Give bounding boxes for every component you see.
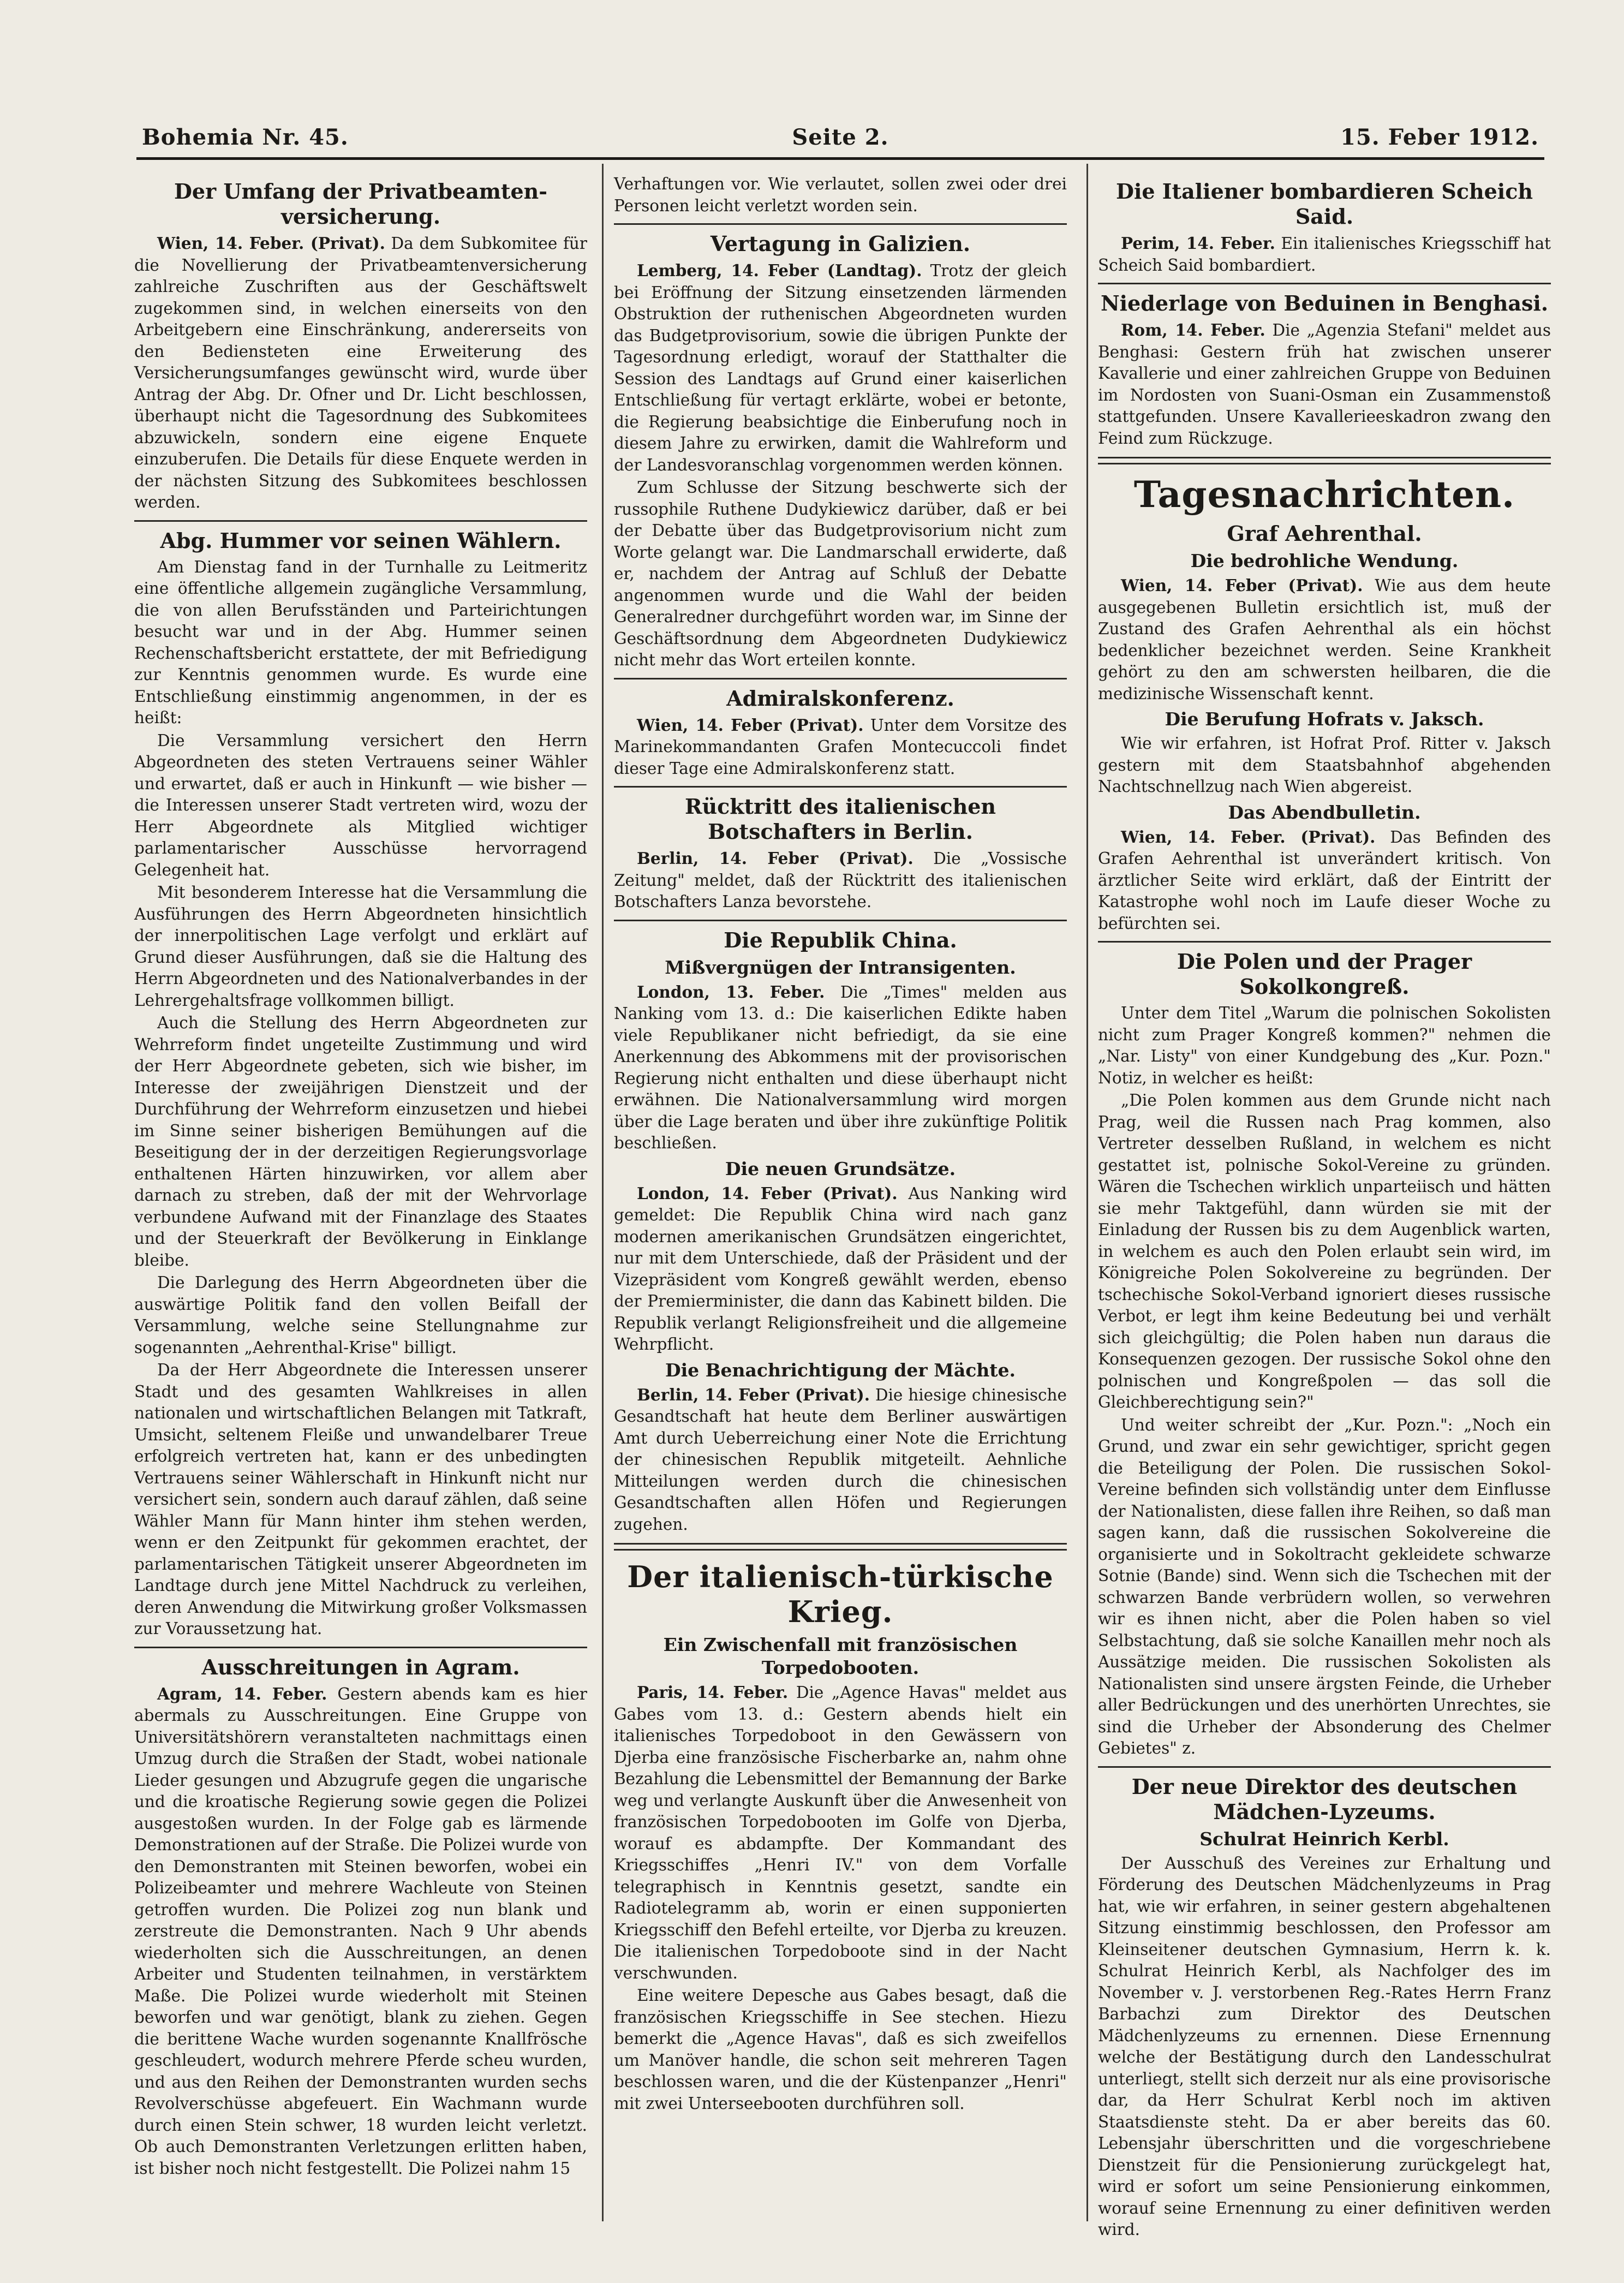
article-body: Berlin, 14. Feber (Privat). Die „Vossische Zeitung" meldet, daß der Rücktritt des italienischen Botschafters Lanza bevorstehe.	[614, 849, 1067, 911]
header-page-number: Seite 2.	[792, 124, 889, 150]
section-double-rule	[614, 1543, 1067, 1551]
article-title: Der neue Direktor des deutschen Mädchen-Lyzeums.	[1131, 1774, 1518, 1824]
article-rule	[1098, 283, 1551, 284]
article-title: Ausschreitungen in Agram.	[201, 1654, 520, 1679]
article-subtitle: Das Abendbulletin.	[1228, 801, 1421, 823]
article-body: Wien, 14. Feber. (Privat). Das Befinden des Grafen Aehrenthal ist unverändert kritisch. Von ärztlicher Seite wird erklärt, daß der Eintritt der Katastrophe wohl noch im Laufe dieser Woche zu befürchten sei.	[1098, 827, 1551, 933]
article-rule	[134, 1647, 587, 1648]
section-double-rule	[1098, 457, 1551, 464]
header-rule	[136, 157, 1544, 160]
article-rule	[614, 678, 1067, 679]
article-subtitle: Die Benachrichtigung der Mächte.	[665, 1359, 1016, 1381]
section-headline: Tagesnachrichten.	[1133, 473, 1515, 516]
article-rule	[614, 920, 1067, 921]
article-body: Wien, 14. Feber. (Privat). Da dem Subkomitee für die Novellierung der Privatbeamtenversicherung zahlreiche Zuschriften aus der Geschäftswelt zugekommen sind, in welchen einerseits von den Arbeitgebern eine Einschränkung, andererseits von den Bediensteten eine Erweiterung des Versicherungsumfanges gewünscht wird, wurde über Antrag der Abg. Dr. Ofner und Dr. Licht beschlossen, überhaupt nicht die Tagesordnung des Subkomitees abzuwickeln, sondern eine eigene Enquete einzuberufen. Die Details für diese Enquete werden in der nächsten Sitzung des Subkomitees beschlossen werden.	[134, 234, 587, 511]
article-rule	[1098, 941, 1551, 943]
article-rule	[614, 223, 1067, 225]
article-paragraph: Und weiter schreibt der „Kur. Pozn.": „Noch ein Grund, und zwar ein sehr gewichtiger, spricht gegen die Beteiligung der Polen. Die russischen Sokol-Vereine befinden sich vollständig unter dem Einflusse der Nationalisten, diese fallen ihre Reihen, so daß man sagen kann, daß die russischen Sokolvereine die organisierte und in Sokoltracht gekleidete schwarze Sotnie (Bande) sind. Wenn sich die Tschechen mit der schwarzen Bande verbrüdern wollen, so verwehren wir es ihnen nicht, aber die Polen haben so viel Selbstachtung, daß sie solche Kanaillen mehr noch als Aussätzige meiden. Die russischen Sokolisten als Nationalisten sind unsere ärgsten Feinde, die Urheber aller Bedrückungen und des unerhörten Unrechtes, sie sind die Urheber der Absonderung des Chelmer Gebietes" z.	[1098, 1415, 1551, 1757]
article-paragraph: Die Darlegung des Herrn Abgeordneten über die auswärtige Politik fand den vollen Beifall der Versammlung, welche seine Stellungnahme zur sogenannten „Aehrenthal-Krise" billigt.	[134, 1273, 587, 1357]
article-subtitle: Die Berufung Hofrats v. Jaksch.	[1165, 708, 1484, 730]
article-paragraph: Der Ausschuß des Vereines zur Erhaltung und Förderung des Deutschen Mädchenlyzeums in Prag hat, wie wir erfahren, in seiner gestern abgehaltenen Sitzung einstimmig beschlossen, den Professor am Kleinseitener deutschen Gymnasium, Herrn k. k. Schulrat Heinrich Kerbl, als Nachfolger des im November v. J. verstorbenen Reg.-Rates Herrn Franz Barbachzi zum Direktor des Deutschen Mädchenlyzeums zu ernennen. Diese Ernennung welche der Bestätigung durch den Landesschulrat unterliegt, stellt sich derzeit nur als eine provisorische dar, da Herr Schulrat Kerbl noch im aktiven Staatsdienste steht. Da er aber bereits das 60. Lebensjahr überschritten und die vorgeschriebene Dienstzeit für die Pensionierung zurückgelegt hat, wird er sofort um seine Pensionierung einkommen, worauf seine Ernennung zu einer definitiven werden wird.	[1098, 1853, 1551, 2239]
article-paragraph: Wie wir erfahren, ist Hofrat Prof. Ritter v. Jaksch gestern mit dem Staatsbahnhof abgehenden Nachtschnellzug nach Wien abgereist.	[1098, 734, 1551, 796]
article-subtitle: Die bedrohliche Wendung.	[1190, 550, 1459, 571]
article-title: Die Polen und der Prager Sokolkongreß.	[1177, 949, 1472, 999]
article-paragraph: Die Versammlung versichert den Herrn Abgeordneten des steten Vertrauens seiner Wähler und erwartet, daß er auch in Hinkunft — wie bisher — die Interessen unserer Stadt vertreten wird, wozu der Herr Abgeordnete als Mitglied wichtiger parlamentarischer Ausschüsse hervorragend Gelegenheit hat.	[134, 731, 587, 879]
article-subtitle: Schulrat Heinrich Kerbl.	[1199, 1828, 1449, 1850]
section-headline: Der italienisch-türkische Krieg.	[627, 1559, 1054, 1629]
article-body: Berlin, 14. Feber (Privat). Die hiesige chinesische Gesandtschaft hat heute dem Berliner auswärtigen Amt durch Ueberreichung einer Note die Errichtung der chinesischen Republik mitgeteilt. Aehnliche Mitteilungen werden durch die chinesischen Gesandtschaften allen Höfen und Regierungen zugehen.	[614, 1385, 1067, 1534]
article-body: Perim, 14. Feber. Ein italienisches Kriegsschiff hat Scheich Said bombardiert.	[1098, 234, 1551, 275]
article-paragraph: Mit besonderem Interesse hat die Versammlung die Ausführungen des Herrn Abgeordneten hinsichtlich der innerpolitischen Lage verfolgt und erklärt auf Grund dieser Ausführungen, daß sie die Haltung des Herrn Abgeordneten und des Nationalverbandes in der Lehrergehaltsfrage vollkommen billigt.	[134, 883, 587, 1010]
column-2	[614, 174, 1067, 2220]
article-title: Abg. Hummer vor seinen Wählern.	[160, 528, 562, 553]
article-title: Vertagung in Galizien.	[710, 231, 971, 256]
article-paragraph: Am Dienstag fand in der Turnhalle zu Leitmeritz eine öffentliche allgemein zugängliche Versammlung, die von allen Berufsständen und Parteirichtungen besucht war und in der Abg. Hummer seinen Rechenschaftsbericht erstattete, der mit Befriedigung zur Kenntnis genommen wurde. Es wurde eine Entschließung einstimmig angenommen, in der es heißt:	[134, 557, 587, 727]
article-subtitle: Mißvergnügen der Intransigenten.	[665, 956, 1016, 978]
article-body: Paris, 14. Feber. Die „Agence Havas" meldet aus Gabes vom 13. d.: Gestern abends hielt ein italienisches Torpedoboot in den Gewässern von Djerba eine französische Fischerbarke an, nahm ohne Bezahlung die Lebensmittel der Bemannung der Barke weg und verlangte Auskunft über die Anwesenheit von französischen Torpedobooten im Golfe von Djerba, worauf es abdampfte. Der Kommandant des Kriegsschiffes „Henri IV." von dem Vorfalle telegraphisch in Kenntnis gesetzt, sandte ein Radiotelegramm ab, worin er einen supponierten Kriegsschiff den Befehl erteilte, vor Djerba zu kreuzen. Die italienischen Torpedoboote sind in der Nacht verschwunden.	[614, 1683, 1067, 1982]
article-paragraph: Da der Herr Abgeordnete die Interessen unserer Stadt und des gesamten Wahlkreises in allen nationalen und wirtschaftlichen Belangen mit Tatkraft, Umsicht, seltenem Fleiße und unwandelbarer Treue erfolgreich vertreten hat, kann er des unbedingten Vertrauens seiner Wählerschaft in Hinkunft nicht nur versichert sein, sondern auch darauf zählen, daß seine Wähler Mann für Mann hinter ihm stehen werden, wenn er den Zeitpunkt für gekommen erachtet, der parlamentarischen Tätigkeit unserer Abgeordneten im Landtage durch jene Mittel Nachdruck zu verleihen, deren Anwendung die Mitwirkung großer Volksmassen zur Voraussetzung hat.	[134, 1361, 587, 1638]
article-paragraph: Zum Schlusse der Sitzung beschwerte sich der russophile Ruthene Dudykiewicz darüber, daß er bei der Debatte über das Budgetprovisorium nicht zum Worte gelangt war. Die Landmarschall erwiderte, daß er, nachdem der Antrag auf Schluß der Debatte angenommen wurde und die Wahl der beiden Generalredner durchgeführt worden war, im Sinne der Geschäftsordnung dem Abgeordneten Dudykiewicz nicht mehr das Wort erteilen konnte.	[614, 478, 1067, 669]
article-rule	[614, 786, 1067, 788]
article-continuation: Verhaftungen vor. Wie verlautet, sollen zwei oder drei Personen leicht verletzt worden sein.	[614, 175, 1067, 215]
article-paragraph: Eine weitere Depesche aus Gabes besagt, daß die französischen Kriegsschiffe in See stechen. Hiezu bemerkt die „Agence Havas", daß es sich zweifellos um Manöver handle, die schon seit mehreren Tagen beschlossen waren, und die der Küstenpanzer „Henri" mit zwei Unterseebooten durchführen soll.	[614, 1986, 1067, 2113]
article-paragraph: „Die Polen kommen aus dem Grunde nicht nach Prag, weil die Russen nach Prag kommen, also Vertreter desselben Rußland, in welchem es nicht gestattet ist, polnische Sokol-Vereine zu gründen. Wären die Tschechen wirklich unparteiisch und hätten sie mehr Taktgefühl, dann würden sie mit der Einladung der Russen bis zu dem Augenblick warten, in welchem es auch den Polen erlaubt sein wird, im Königreiche Polen Sokolvereine zu begründen. Der tschechische Sokol-Verband ignoriert dieses russische Verbot, er legt ihm keine Bedeutung bei und verhält sich gleichgültig; die Polen haben nun daraus die Konsequenzen gezogen. Der russische Sokol ohne den polnischen und Kongreßpolen — das soll die Gleichberechtigung sein?"	[1098, 1091, 1551, 1411]
article-title: Die Italiener bombardieren Scheich Said.	[1115, 179, 1533, 229]
article-title: Rücktritt des italienischen Botschafters in Berlin.	[684, 794, 996, 844]
header-date: 15. Feber 1912.	[1340, 124, 1539, 150]
article-body: Wien, 14. Feber (Privat). Unter dem Vorsitze des Marinekommandanten Grafen Montecuccoli findet dieser Tage eine Admiralskonferenz statt.	[614, 715, 1067, 778]
column-3	[1098, 174, 1551, 2239]
page-header	[136, 124, 1544, 155]
article-body: London, 14. Feber (Privat). Aus Nanking wird gemeldet: Die Republik China wird nach ganz modernen amerikanischen Grundsätzen eingerichtet, nur mit dem Unterschiede, daß der Präsident und der Vizepräsident vom Kongreß gewählt werden, ebenso der Premierminister, die dann das Kabinett bilden. Die Republik verlangt Religionsfreiheit und die allgemeine Wehrpflicht.	[614, 1183, 1067, 1354]
article-paragraph: Auch die Stellung des Herrn Abgeordneten zur Wehrreform findet ungeteilte Zustimmung und wird der Herr Abgeordnete gebeten, sich wie bisher, im Interesse der zweijährigen Dienstzeit und der Durchführung der Wehrreform einzusetzen und hiebei im Sinne seiner bisherigen Bemühungen auf die Beseitigung der in der derzeitigen Regierungsvorlage enthaltenen Härten hinzuwirken, vor allem aber darnach zu streben, daß der mit der Wehrvorlage verbundene Aufwand mit der Finanzlage des Staates und der Steuerkraft der Bevölkerung in Einklange bleibe.	[134, 1014, 587, 1269]
column-1	[134, 174, 587, 2220]
article-subtitle: Ein Zwischenfall mit französischen Torpedobooten.	[663, 1634, 1018, 1678]
article-body: Agram, 14. Feber. Gestern abends kam es hier abermals zu Ausschreitungen. Eine Gruppe von Universitätshörern veranstalteten nachmittags einen Umzug durch die Straßen der Stadt, wobei nationale Lieder gesungen und Abzugrufe gegen die ungarische und die kroatische Regierung sowie gegen die Polizei ausgestoßen wurden. In der Folge gab es lärmende Demonstrationen auf der Straße. Die Polizei wurde von den Demonstranten mit Steinen beworfen, wobei ein Polizeibeamter und mehrere Wachleute von Steinen getroffen wurden. Die Polizei zog nun blank und zerstreute die Demonstranten. Nach 9 Uhr abends wiederholten sich die Ausschreitungen, an denen Arbeiter und Studenten teilnahmen, in verstärktem Maße. Die Polizei wurde wiederholt mit Steinen beworfen und war genötigt, blank zu ziehen. Gegen die berittene Wache wurden sogenannte Knallfrösche geschleudert, wodurch mehrere Pferde scheu wurden, und aus den Reihen der Demonstranten wurden sechs Revolverschüsse abgefeuert. Ein Wachmann wurde durch einen Stein schwer, 18 wurden leicht verletzt. Ob auch Demonstranten Verletzungen erlitten haben, ist bisher noch nicht festgestellt. Die Polizei nahm 15	[134, 1684, 587, 2178]
header-paper-number: Bohemia Nr. 45.	[142, 124, 349, 150]
article-title: Graf Aehrenthal.	[1227, 521, 1422, 546]
column-divider	[1086, 164, 1088, 2221]
column-divider	[602, 164, 604, 2221]
article-paragraph: Unter dem Titel „Warum die polnischen Sokolisten nicht zum Prager Kongreß kommen?" nehmen die „Nar. Listy" von einer Kundgebung des „Kur. Pozn." Notiz, in welcher es heißt:	[1098, 1004, 1551, 1087]
article-subtitle: Die neuen Grundsätze.	[725, 1158, 956, 1179]
article-title: Admiralskonferenz.	[726, 686, 954, 711]
article-title: Die Republik China.	[724, 927, 957, 952]
article-title: Der Umfang der Privatbeamten-versicherung.	[174, 179, 548, 229]
article-body: London, 13. Feber. Die „Times" melden aus Nanking vom 13. d.: Die kaiserlichen Edikte haben viele Republikaner nicht befriedigt, da sie eine Anerkennung des Abkommens mit der provisorischen Regierung nicht enthalten und diese überhaupt nicht erwähnen. Die Nationalversammlung wird morgen über die Lage beraten und über ihre zukünftige Politik beschließen.	[614, 982, 1067, 1152]
article-body: Lemberg, 14. Feber (Landtag). Trotz der gleich bei Eröffnung der Sitzung einsetzenden lärmenden Obstruktion der ruthenischen Abgeordneten wurden das Budgetprovisorium, sowie die übrigen Punkte der Tagesordnung erledigt, worauf der Statthalter die Session des Landtags auf Grund einer kaiserlichen Entschließung für vertagt erklärte, wobei er betonte, die Regierung beabsichtige die Einberufung noch in diesem Jahre zu erwirken, damit die Wahlreform und der Landesvoranschlag vorgenommen werden können.	[614, 261, 1067, 474]
article-rule	[134, 520, 587, 522]
article-body: Wien, 14. Feber (Privat). Wie aus dem heute ausgegebenen Bulletin ersichtlich ist, muß der Zustand des Grafen Aehrenthal als ein höchst bedenklicher bezeichnet werden. Seine Krankheit gehört zu den am schwersten heilbaren, die die medizinische Wissenschaft kennt.	[1098, 576, 1551, 703]
article-body: Rom, 14. Feber. Die „Agenzia Stefani" meldet aus Benghasi: Gestern früh hat zwischen unserer Kavallerie und einer zahlreichen Gruppe von Beduinen im Nordosten von Suani-Osman ein Zusammenstoß stattgefunden. Unsere Kavallerieeskadron zwang den Feind zum Rückzuge.	[1098, 320, 1551, 448]
article-rule	[1098, 1766, 1551, 1768]
article-title: Niederlage von Beduinen in Benghasi.	[1100, 291, 1549, 315]
